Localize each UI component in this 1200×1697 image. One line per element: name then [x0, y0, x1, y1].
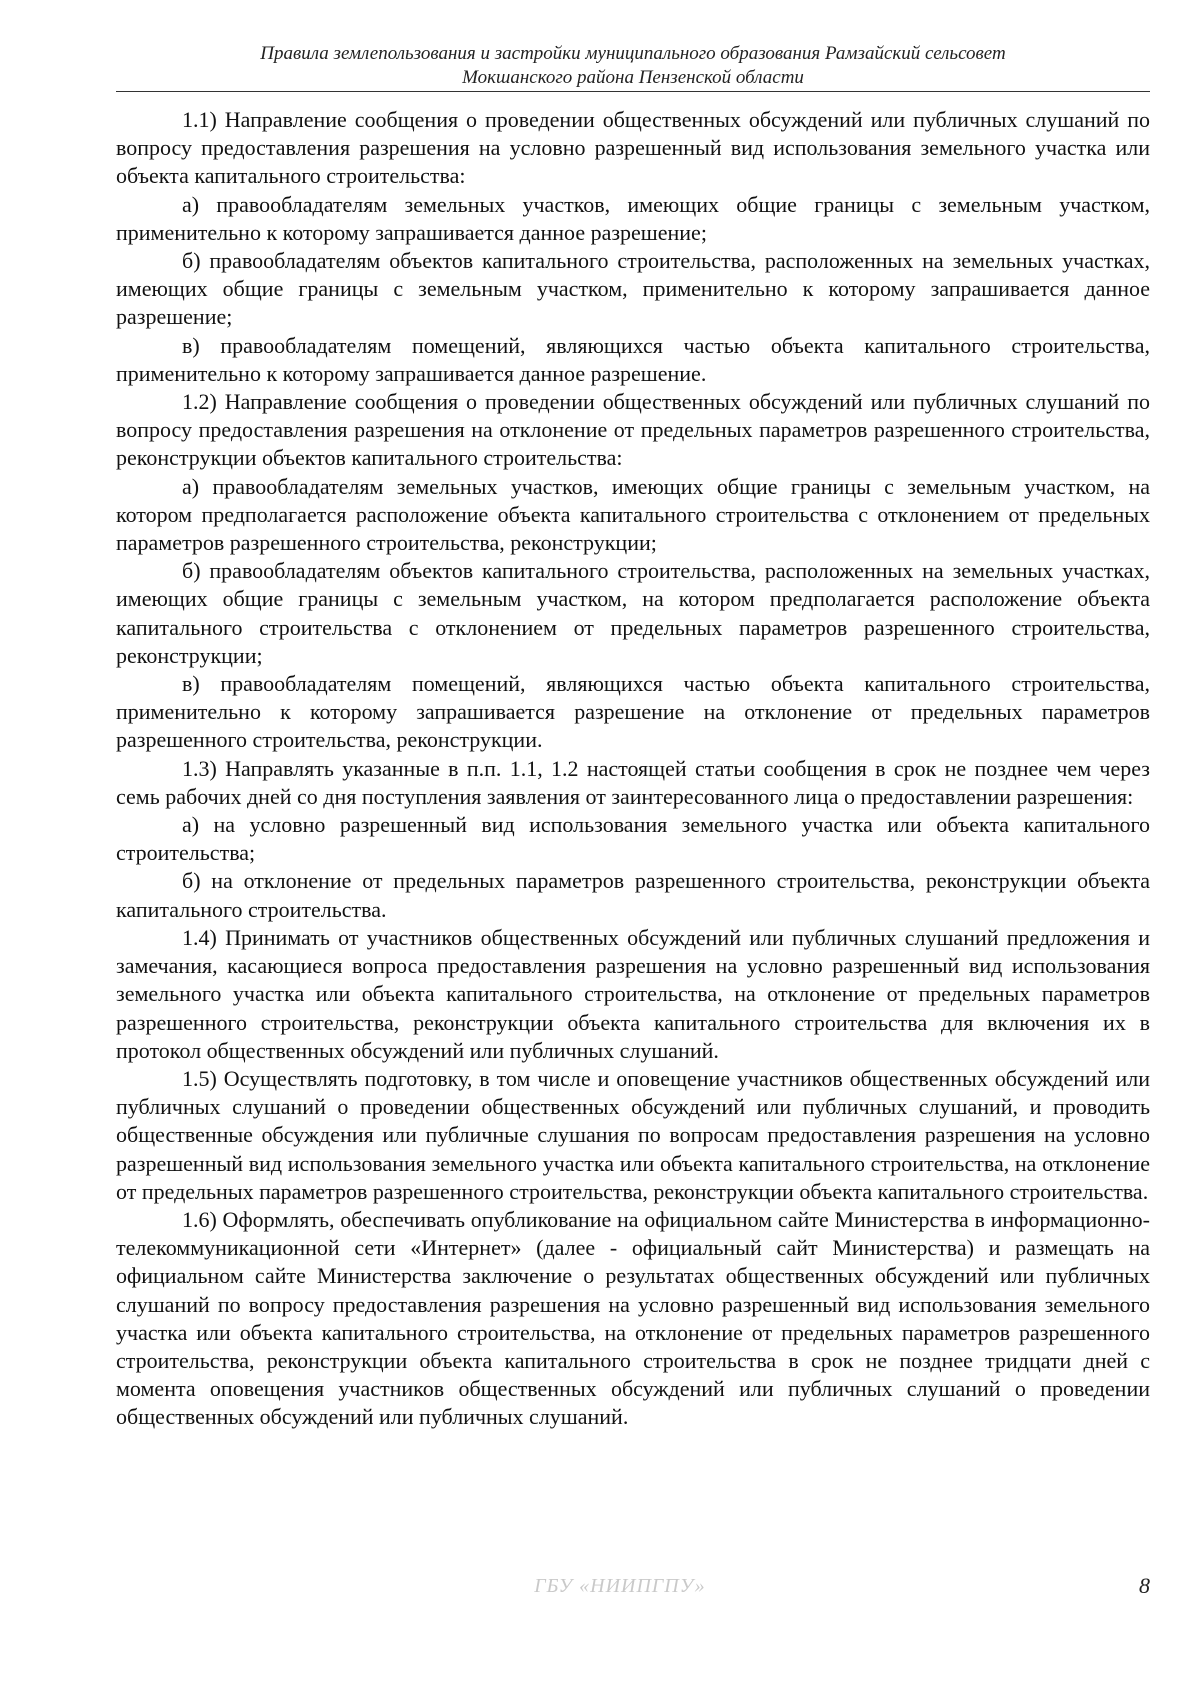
paragraph-1-2-b: б) правообладателям объектов капитального строительства, расположенных на земельных участках, имеющих общие границы с земельным участком, на котором предполагается расположение объекта капитального строительства с отклонением от предельных параметров разрешенного строительства, реконструкции;	[116, 558, 1150, 668]
running-header	[116, 42, 1150, 90]
document-body	[116, 106, 1150, 1432]
paragraph-1-1-b: б) правообладателям объектов капитального строительства, расположенных на земельных участках, имеющих общие границы с земельным участком, применительно к которому запрашивается данное разрешение;	[116, 248, 1150, 330]
paragraph-1-2-a: а) правообладателям земельных участков, имеющих общие границы с земельным участком, на котором предполагается расположение объекта капитального строительства с отклонением от предельных параметров разрешенного строительства, реконструкции;	[116, 473, 1150, 556]
paragraph-1-4: 1.4) Принимать от участников общественных обсуждений или публичных слушаний предложения и замечания, касающиеся вопроса предоставления разрешения на условно разрешенный вид использования земельного участка или объекта капитального строительства, на отклонение от предельных параметров разрешенного строительства, реконструкции объекта капитального строительства для включения их в протокол общественных обсуждений или публичных слушаний.	[116, 924, 1150, 1063]
page-number: 8	[1139, 1573, 1150, 1598]
paragraph-1-6: 1.6) Оформлять, обеспечивать опубликование на официальном сайте Министерства в информационно-телекоммуникационной сети «Интернет» (далее - официальный сайт Министерства) и размещать на официальном сайте Министерства заключение о результатах общественных обсуждений или публичных слушаний по вопросу предоставления разрешения на условно разрешенный вид использования земельного участка или объекта капитального строительства, на отклонение от предельных параметров разрешенного строительства, реконструкции объекта капитального строительства в срок не позднее тридцати дней с момента оповещения участников общественных обсуждений или публичных слушаний о проведении общественных обсуждений или публичных слушаний.	[116, 1206, 1150, 1430]
paragraph-1-3-a: а) на условно разрешенный вид использования земельного участка или объекта капитального строительства;	[116, 812, 1150, 866]
paragraph-1-3: 1.3) Направлять указанные в п.п. 1.1, 1.2 настоящей статьи сообщения в срок не позднее чем через семь рабочих дней со дня поступления заявления от заинтересованного лица о предоставлении разрешения:	[116, 755, 1150, 809]
header-line-1: Правила землепользования и застройки муниципального образования Рамзайский сельсовет	[260, 43, 1006, 64]
paragraph-1-1-v: в) правообладателям помещений, являющихся частью объекта капитального строительства, применительно к которому запрашивается данное разрешение.	[116, 332, 1150, 386]
paragraph-1-1-a: а) правообладателям земельных участков, имеющих общие границы с земельным участком, применительно к которому запрашивается данное разрешение;	[116, 191, 1150, 245]
paragraph-1-2-v: в) правообладателям помещений, являющихся частью объекта капитального строительства, применительно к которому запрашивается разрешение на отклонение от предельных параметров разрешенного строительства, реконструкции.	[116, 671, 1150, 753]
header-divider	[116, 91, 1150, 92]
footer-stamp: ГБУ «НИИПГПУ»	[534, 1575, 706, 1597]
paragraph-1-5: 1.5) Осуществлять подготовку, в том числе и оповещение участников общественных обсуждений или публичных слушаний о проведении общественных обсуждений или публичных слушаний, и проводить общественные обсуждения или публичные слушания по вопросам предоставления разрешения на условно разрешенный вид использования земельного участка или объекта капитального строительства, на отклонение от предельных параметров разрешенного строительства, реконструкции объекта капитального строительства.	[116, 1065, 1150, 1204]
paragraph-1-3-b: б) на отклонение от предельных параметров разрешенного строительства, реконструкции объекта капитального строительства.	[116, 868, 1150, 922]
paragraph-1-2: 1.2) Направление сообщения о проведении общественных обсуждений или публичных слушаний по вопросу предоставления разрешения на отклонение от предельных параметров разрешенного строительства, реконструкции объектов капитального строительства:	[116, 389, 1150, 471]
paragraph-1-1: 1.1) Направление сообщения о проведении общественных обсуждений или публичных слушаний по вопросу предоставления разрешения на условно разрешенный вид использования земельного участка или объекта капитального строительства:	[116, 107, 1150, 189]
header-line-2: Мокшанского района Пензенской области	[462, 67, 804, 88]
